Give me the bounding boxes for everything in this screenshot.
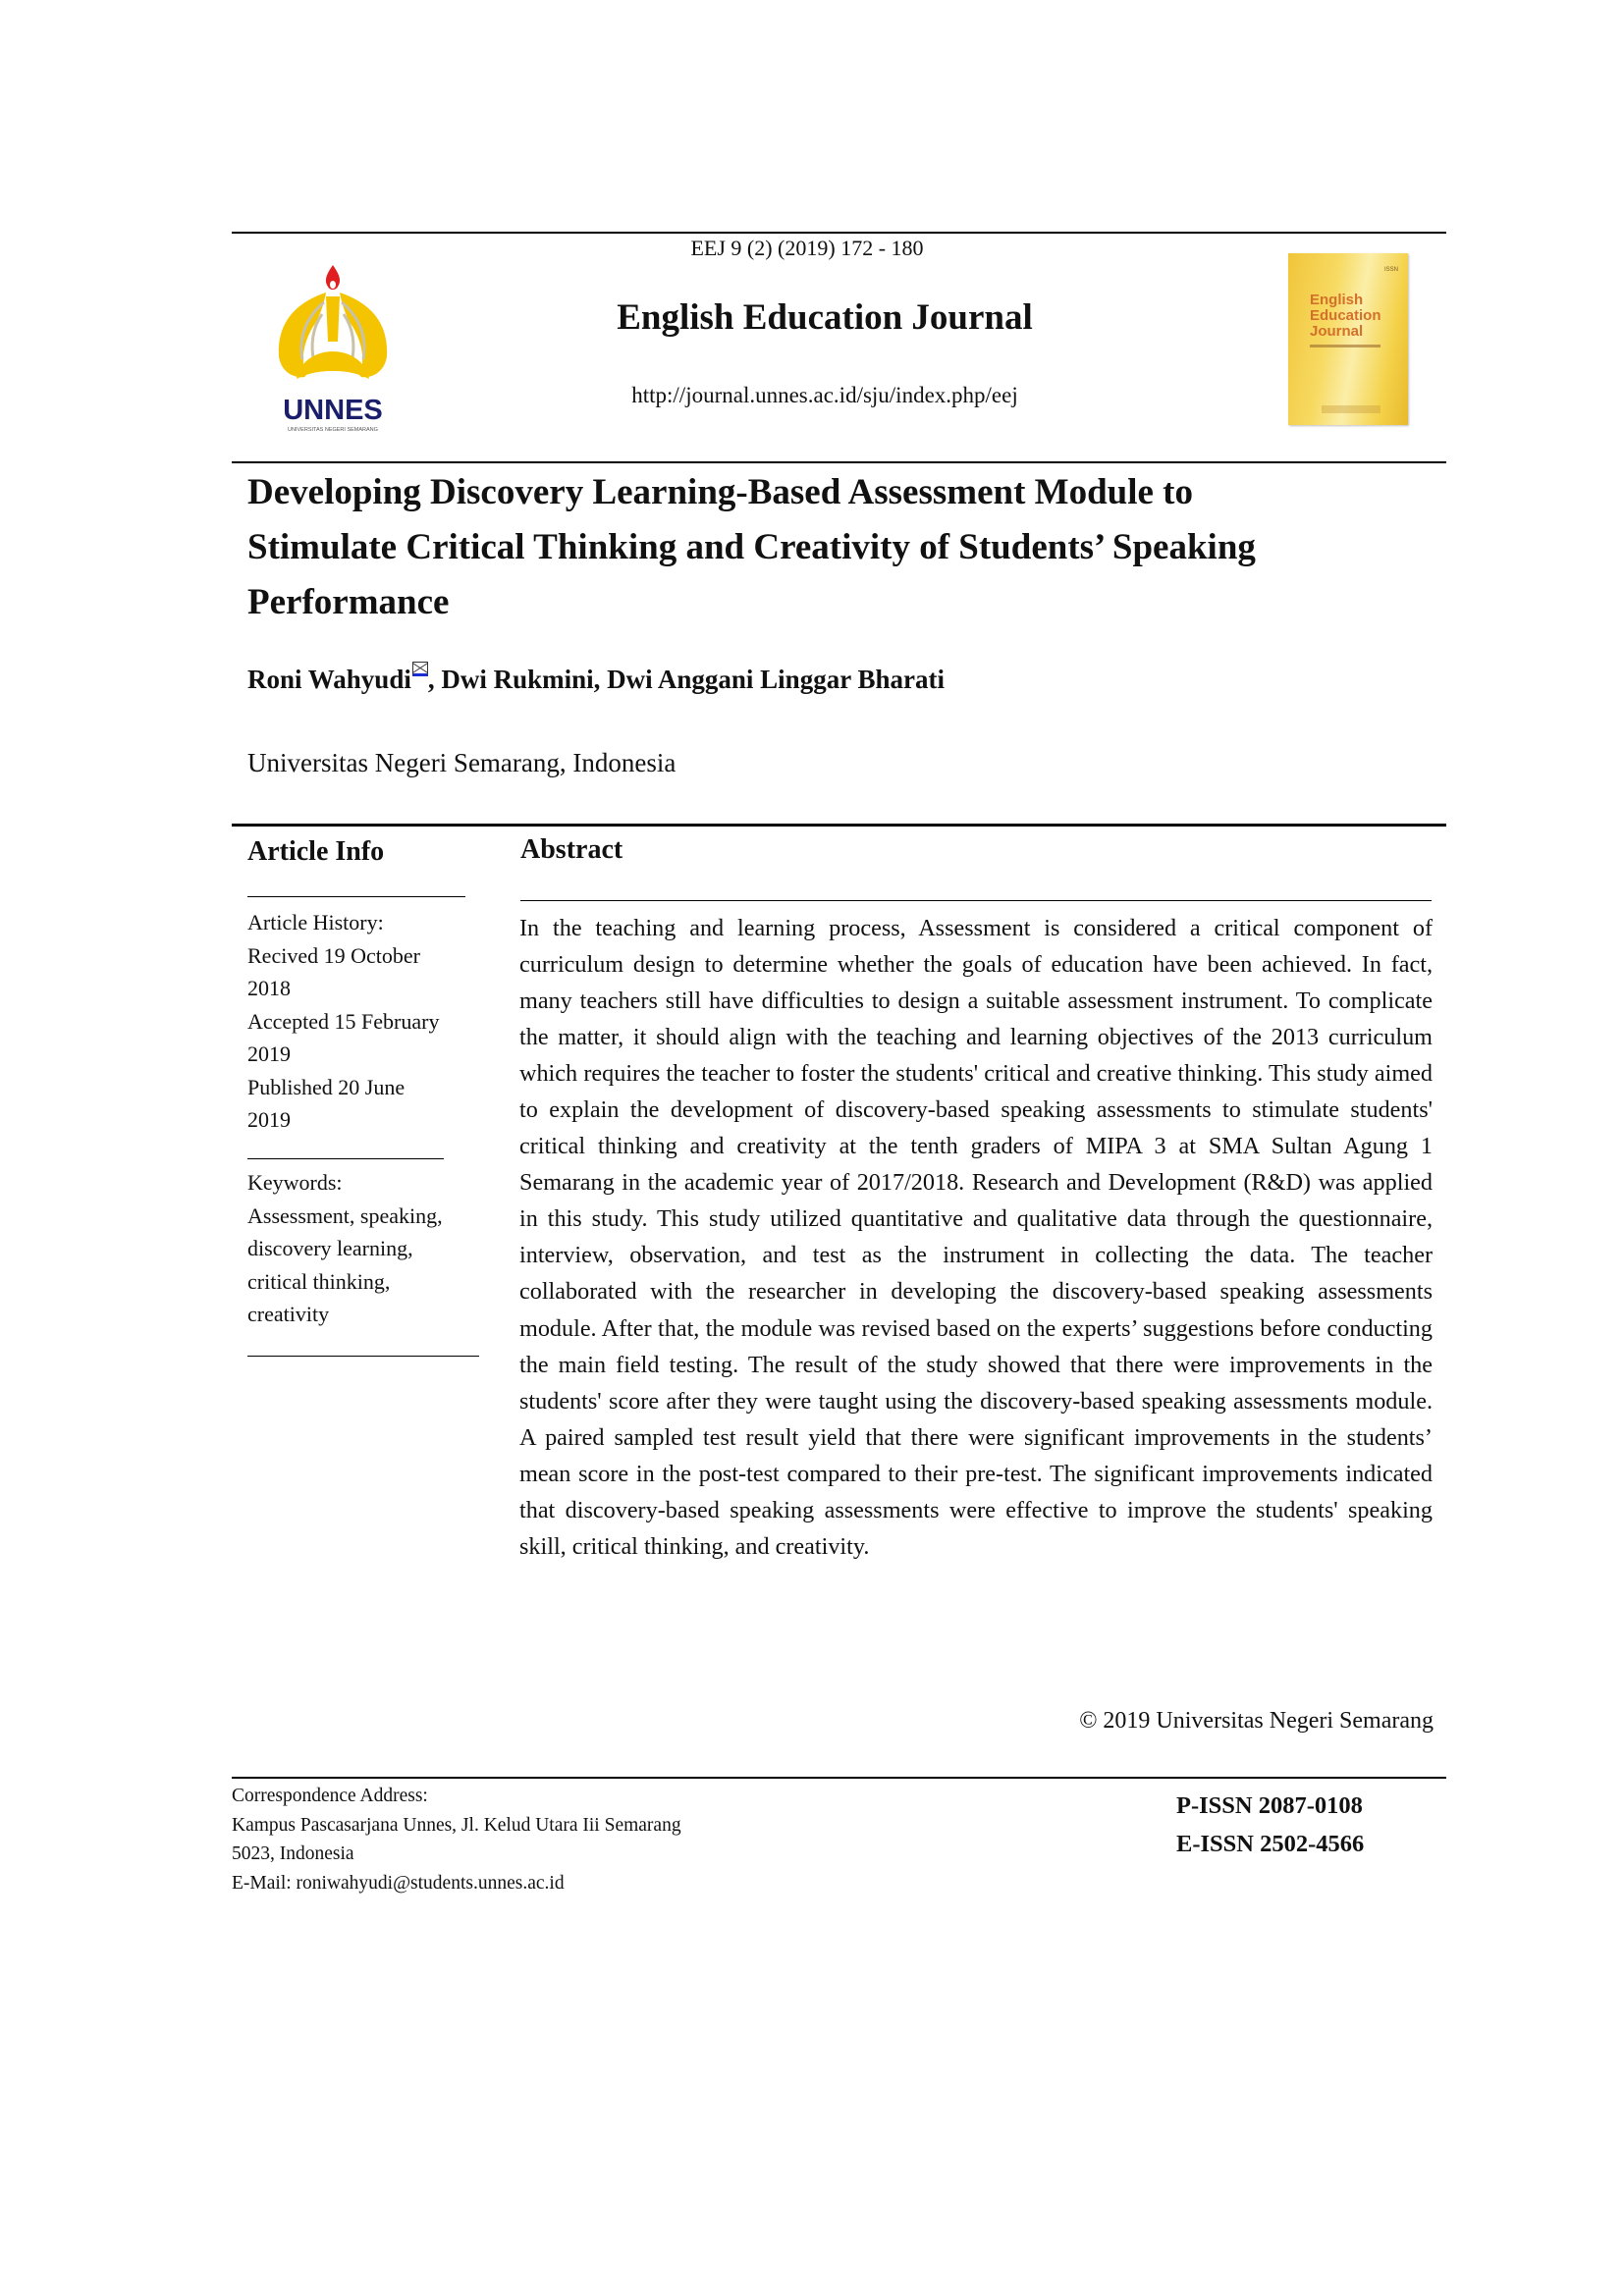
header-top-rule <box>232 232 1446 234</box>
cover-title-line: English <box>1310 292 1364 308</box>
title-line: Stimulate Critical Thinking and Creativity of Students’ Speaking <box>247 527 1256 567</box>
correspondence-line: Kampus Pascasarjana Unnes, Jl. Kelud Utara Iii Semarang <box>232 1814 681 1836</box>
journal-reference: EEJ 9 (2) (2019) 172 - 180 <box>690 236 924 260</box>
journal-cover-image <box>1288 253 1408 425</box>
envelope-icon[interactable] <box>412 662 428 676</box>
e-issn: E-ISSN 2502-4566 <box>1176 1831 1365 1857</box>
cover-title-line: Education <box>1310 307 1381 324</box>
author-name: Roni Wahyudi <box>247 665 411 694</box>
history-line: Published 20 June <box>247 1074 406 1099</box>
svg-text:UNIVERSITAS NEGERI SEMARANG: UNIVERSITAS NEGERI SEMARANG <box>288 427 378 433</box>
correspondence-line: 5023, Indonesia <box>232 1843 354 1864</box>
title-line: Performance <box>247 582 450 622</box>
journal-url-link[interactable]: http://journal.unnes.ac.id/sju/index.php/eej <box>631 383 1018 407</box>
title-line: Developing Discovery Learning-Based Assessment Module to <box>247 472 1193 512</box>
correspondence-line: Correspondence Address: <box>232 1786 428 1806</box>
footer-rule <box>232 1777 1446 1779</box>
author-list <box>247 665 945 695</box>
journal-name: English Education Journal <box>617 297 1033 338</box>
keywords-rule <box>247 1356 479 1357</box>
keywords-line: Keywords: <box>247 1170 343 1195</box>
article-info-rule <box>247 896 465 897</box>
keywords-line: Assessment, speaking, <box>247 1202 443 1228</box>
svg-text:UNNES: UNNES <box>283 395 383 426</box>
history-line: Accepted 15 February <box>247 1008 440 1034</box>
history-rule <box>247 1158 444 1159</box>
affiliation: Universitas Negeri Semarang, Indonesia <box>247 748 677 777</box>
keywords-line: critical thinking, <box>247 1268 391 1294</box>
unnes-logo <box>267 263 400 435</box>
author-names-rest: , Dwi Rukmini, Dwi Anggani Linggar Bharati <box>427 665 945 694</box>
correspondence-email[interactable]: E-Mail: roniwahyudi@students.unnes.ac.id <box>232 1872 565 1894</box>
history-line: 2018 <box>247 976 291 1000</box>
history-line: Article History: <box>247 910 384 934</box>
history-line: Recived 19 October <box>247 942 420 968</box>
cover-title-line: Journal <box>1310 323 1364 340</box>
correspondence-address <box>232 1782 681 1897</box>
cover-title <box>1310 293 1381 340</box>
title-top-rule <box>232 461 1446 463</box>
keywords-line: discovery learning, <box>247 1236 413 1260</box>
abstract-heading: Abstract <box>520 834 623 865</box>
copyright: © 2019 Universitas Negeri Semarang <box>1079 1708 1434 1734</box>
abstract-rule <box>520 900 1432 901</box>
p-issn: P-ISSN 2087-0108 <box>1176 1792 1363 1819</box>
article-info-heading: Article Info <box>247 836 385 867</box>
keywords <box>247 1166 483 1331</box>
cover-issn-label: ISSN <box>1383 267 1398 273</box>
keywords-line: creativity <box>247 1302 330 1326</box>
section-rule <box>232 824 1446 827</box>
article-title <box>247 465 1426 630</box>
cover-subtitle-bar <box>1310 345 1380 347</box>
cover-footer-bar <box>1322 405 1380 413</box>
abstract-text: In the teaching and learning process, Assessment is considered a critical component of curriculum design to determine whether the goals of education have been achieved. In fact, many teachers still have difficulties to design a suitable assessment instrument. To complicate the matter, it should align with the teaching and learning objectives of the 2013 curriculum which requires the teacher to foster the students' critical and creative thinking. This study aimed to explain the development of discovery-based speaking assessments to stimulate students' critical thinking and creativity at the tenth graders of MIPA 3 at SMA Sultan Agung 1 Semarang in the academic year of 2017/2018. Research and Development (R&D) was applied in this study. This study utilized quantitative and qualitative data through the questionnaire, interview, observation, and test as the instrument in collecting the data. The teacher collaborated with the researcher in developing the discovery-based speaking assessments module. After that, the module was revised based on the experts’ suggestions before conducting the main field testing. The result of the study showed that there were improvements in the students' score after they were taught using the discovery-based speaking assessments module. A paired sampled test result yield that there were significant improvements in the students’ mean score in the post-test compared to their pre-test. The significant improvements indicated that discovery-based speaking assessments were effective to improve the students' speaking skill, critical thinking, and creativity. <box>519 915 1433 1560</box>
issn-block <box>1176 1787 1364 1863</box>
history-line: 2019 <box>247 1041 291 1066</box>
article-history <box>247 906 483 1137</box>
history-line: 2019 <box>247 1107 291 1132</box>
